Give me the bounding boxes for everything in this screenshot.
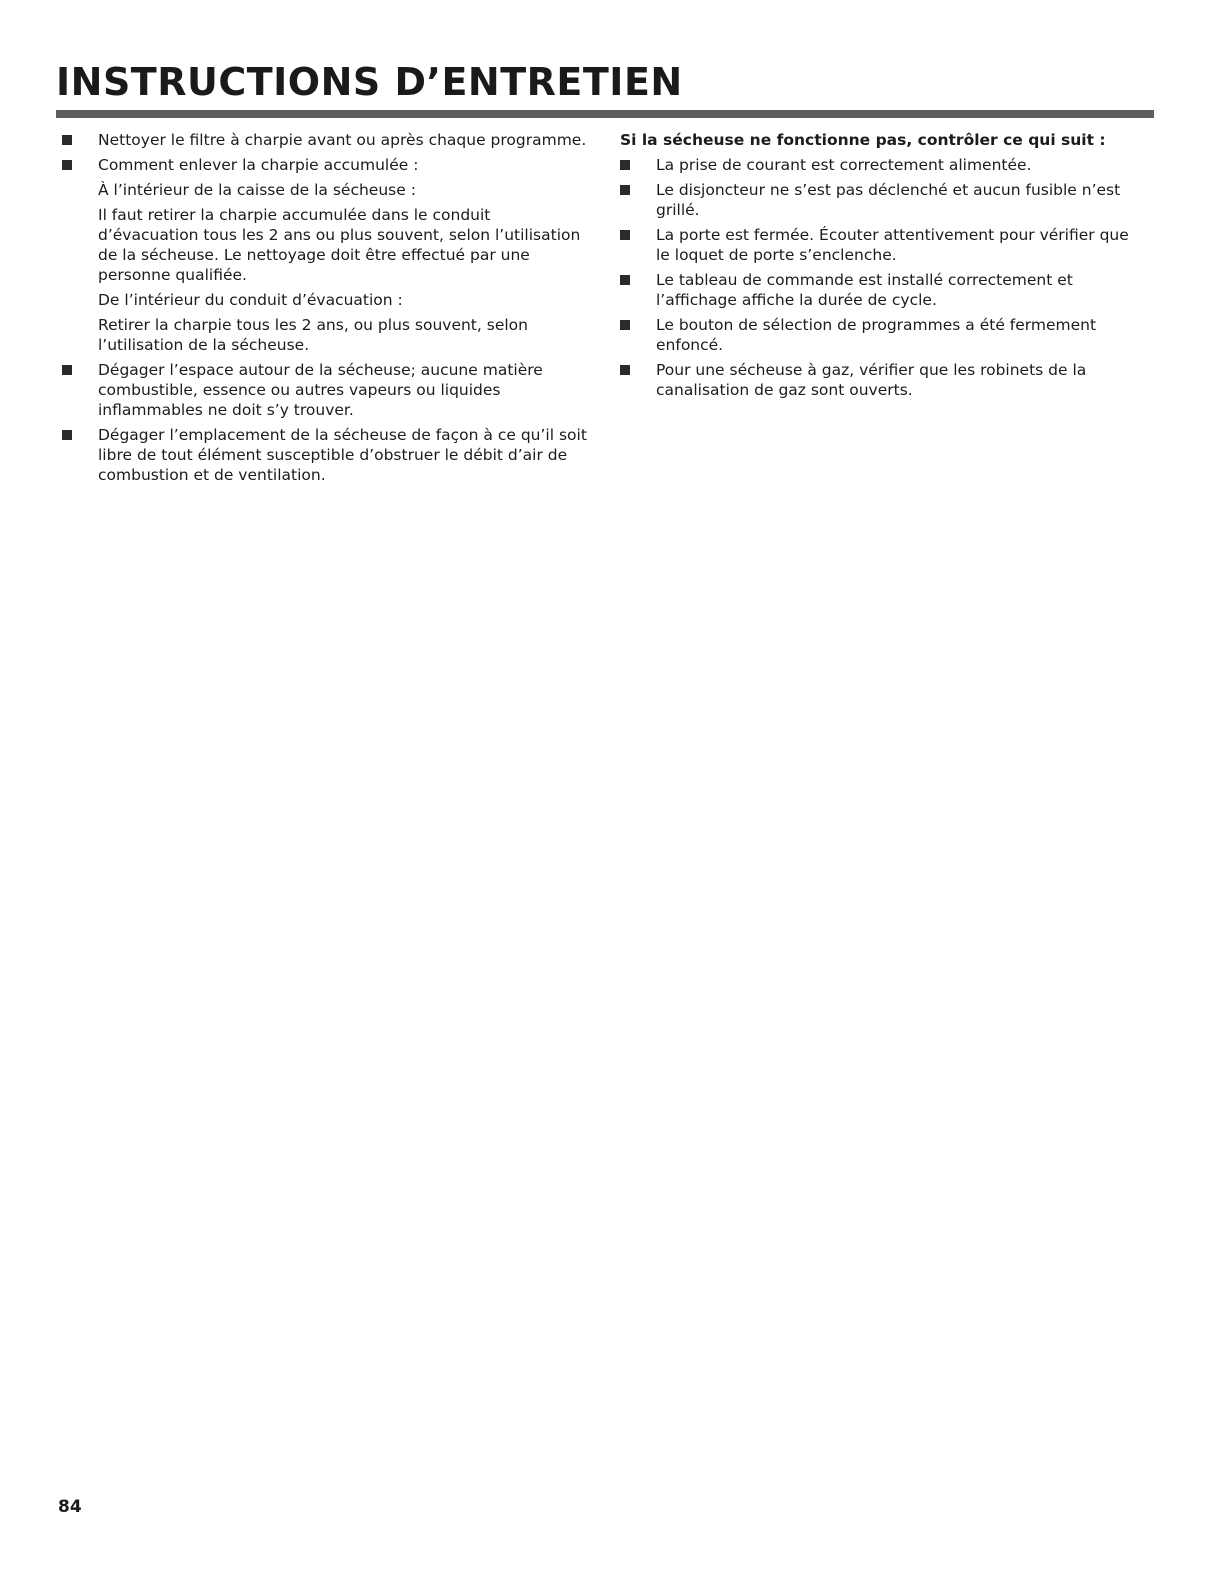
list-item-text: Dégager l’espace autour de la sécheuse; aucune matière combustible, essence ou autres vapeurs ou liquides inflammables ne doit s’y trouver. [98, 361, 543, 419]
sub-heading: À l’intérieur de la caisse de la sécheuse : [98, 181, 416, 199]
square-bullet-icon [62, 160, 72, 170]
square-bullet-icon [62, 430, 72, 440]
list-item [620, 315, 1140, 355]
right-column [620, 130, 1140, 405]
list-item-text: Pour une sécheuse à gaz, vérifier que les robinets de la canalisation de gaz sont ouverts. [656, 361, 1087, 399]
square-bullet-icon [620, 185, 630, 195]
list-item-text: La prise de courant est correctement alimentée. [656, 156, 1032, 174]
list-item [62, 425, 592, 485]
sub-heading: De l’intérieur du conduit d’évacuation : [98, 291, 403, 309]
list-item [620, 180, 1140, 220]
sub-paragraph: Retirer la charpie tous les 2 ans, ou plus souvent, selon l’utilisation de la sécheuse. [98, 316, 528, 354]
square-bullet-icon [62, 365, 72, 375]
list-item [62, 360, 592, 420]
square-bullet-icon [620, 365, 630, 375]
square-bullet-icon [62, 135, 72, 145]
list-item [620, 360, 1140, 400]
page-number: 84 [58, 1497, 82, 1517]
list-item-text: Comment enlever la charpie accumulée : [98, 156, 419, 174]
square-bullet-icon [620, 275, 630, 285]
square-bullet-icon [620, 320, 630, 330]
left-column [62, 130, 592, 490]
list-item-text: La porte est fermée. Écouter attentivement pour vérifier que le loquet de porte s’enclenche. [656, 226, 1129, 264]
section-heading: Si la sécheuse ne fonctionne pas, contrôler ce qui suit : [620, 131, 1106, 149]
list-item [62, 130, 592, 150]
square-bullet-icon [620, 160, 630, 170]
list-item-text: Le bouton de sélection de programmes a été fermement enfoncé. [656, 316, 1097, 354]
page-title: INSTRUCTIONS D’ENTRETIEN [56, 60, 683, 104]
list-item-text: Le disjoncteur ne s’est pas déclenché et aucun fusible n’est grillé. [656, 181, 1121, 219]
list-item [62, 155, 592, 355]
list-item [620, 225, 1140, 265]
list-item-text: Nettoyer le filtre à charpie avant ou après chaque programme. [98, 131, 587, 149]
list-item [620, 270, 1140, 310]
list-item [620, 155, 1140, 175]
list-item-text: Dégager l’emplacement de la sécheuse de façon à ce qu’il soit libre de tout élément susceptible d’obstruer le débit d’air de combustion et de ventilation. [98, 426, 587, 484]
list-item-text: Le tableau de commande est installé correctement et l’affichage affiche la durée de cycle. [656, 271, 1073, 309]
sub-paragraph: Il faut retirer la charpie accumulée dans le conduit d’évacuation tous les 2 ans ou plus souvent, selon l’utilisation de la sécheuse. Le nettoyage doit être effectué par une personne qualifiée. [98, 206, 581, 284]
title-divider [56, 110, 1154, 118]
square-bullet-icon [620, 230, 630, 240]
